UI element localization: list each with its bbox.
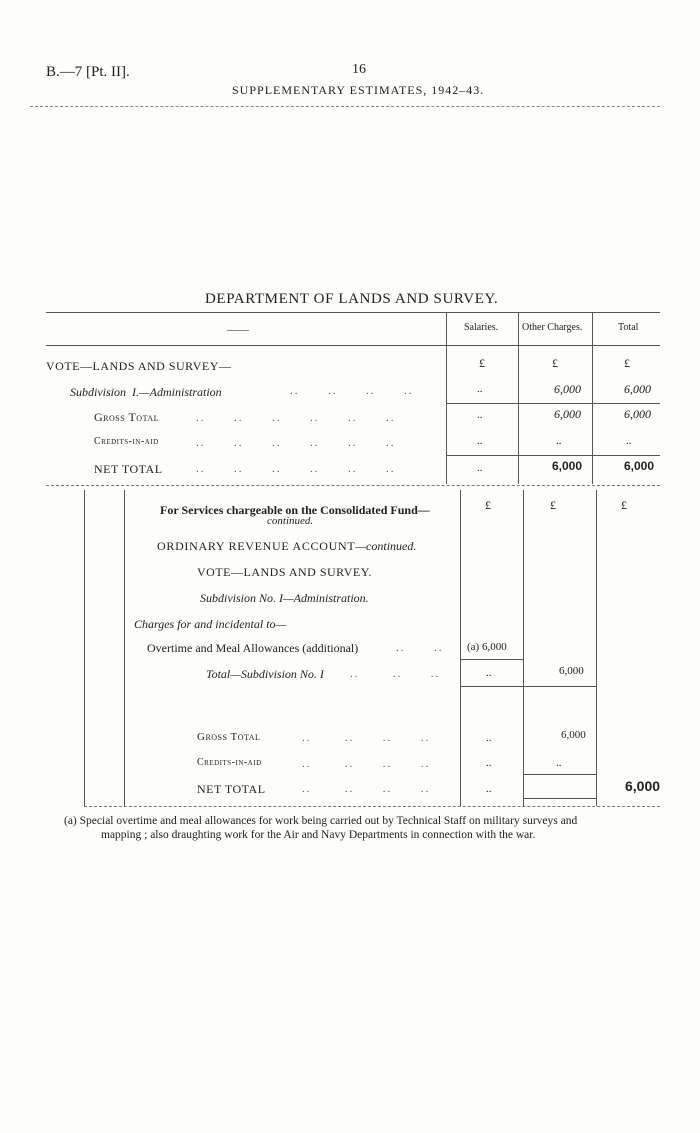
leader-dots: .. ..	[396, 642, 444, 654]
cell-value: ..	[477, 383, 483, 395]
cell-value: ..	[477, 409, 483, 421]
cell-value: 6,000	[624, 459, 655, 473]
subtotal-rule	[460, 659, 524, 660]
vote-label: VOTE—LANDS AND SURVEY—	[46, 359, 232, 373]
charges-heading: Charges for and incidental to—	[134, 617, 287, 631]
cell-value: ..	[556, 757, 562, 769]
leader-dots: .. .. .. .. .. ..	[196, 437, 396, 449]
pound-sign: £	[552, 356, 558, 370]
subtotal-rule	[523, 798, 596, 799]
gross-total-label: Gross Total	[197, 731, 261, 743]
net-total-value: 6,000	[625, 778, 661, 794]
leader-dots: .. .. .. ..	[302, 783, 431, 795]
account-name: ORDINARY REVENUE ACCOUNT	[157, 539, 356, 553]
leader-dots: .. .. .. ..	[302, 732, 431, 744]
detail-col-rule	[596, 490, 597, 806]
summary-col-rule	[518, 312, 519, 484]
leader-dots: .. .. .. .. .. ..	[196, 412, 396, 424]
column-header-blank: ——	[227, 324, 249, 336]
detail-col-rule	[523, 490, 524, 806]
summary-header-rule	[46, 345, 660, 346]
detail-col-rule	[460, 490, 461, 806]
detail-bottom-rule	[84, 806, 660, 807]
summary-bottom-rule	[46, 485, 660, 486]
page-title: SUPPLEMENTARY ESTIMATES, 1942–43.	[232, 83, 485, 97]
leader-dots: .. .. .. ..	[290, 385, 414, 397]
cell-value: ..	[486, 783, 492, 795]
subtotal-rule	[446, 455, 660, 456]
leader-dots: .. .. ..	[350, 668, 441, 680]
subdivision-heading: Subdivision No. I—Administration.	[200, 591, 369, 605]
vote-heading: VOTE—LANDS AND SURVEY.	[197, 565, 372, 579]
pound-sign: £	[624, 356, 630, 370]
cell-value: ..	[486, 732, 492, 744]
footnote-line: mapping ; also draughting work for the Air and Navy Departments in connection with the war.	[101, 829, 536, 841]
net-total-label: NET TOTAL	[94, 462, 163, 476]
header-rule	[30, 106, 660, 107]
summary-top-rule	[46, 312, 660, 313]
leader-dots: .. .. .. .. .. ..	[196, 463, 396, 475]
credits-in-aid-label: Credits-in-aid	[197, 757, 262, 768]
subdivision-name: I.—Administration	[132, 385, 222, 399]
cell-value: ..	[626, 435, 632, 447]
cell-value: ..	[486, 757, 492, 769]
credits-in-aid-label: Credits-in-aid	[94, 436, 159, 447]
column-header-other-charges: Other Charges.	[522, 322, 583, 333]
overtime-value: (a) 6,000	[467, 641, 507, 653]
account-heading	[157, 539, 416, 554]
cell-value: 6,000	[624, 382, 651, 396]
overtime-label: Overtime and Meal Allowances (additional)	[147, 641, 359, 655]
department-heading: DEPARTMENT OF LANDS AND SURVEY.	[205, 291, 499, 307]
cell-value: 6,000	[552, 459, 583, 473]
summary-col-rule	[446, 312, 447, 484]
pound-sign: £	[485, 498, 491, 512]
leader-dots: .. .. .. ..	[302, 758, 431, 770]
cell-value: ..	[486, 667, 492, 679]
cell-value: ..	[556, 435, 562, 447]
pound-sign: £	[479, 356, 485, 370]
account-continued: —continued.	[355, 539, 417, 553]
total-subdivision-label: Total—Subdivision No. I	[206, 667, 324, 681]
gross-total-label: Gross Total	[94, 410, 159, 424]
section-heading: For Services chargeable on the Consolidated Fund—	[160, 503, 430, 517]
cell-value: 6,000	[559, 665, 584, 677]
cell-value: ..	[477, 435, 483, 447]
net-total-label: NET TOTAL	[197, 782, 266, 796]
pound-sign: £	[550, 498, 556, 512]
subdivision-word: Subdivision	[70, 385, 126, 399]
cell-value: 6,000	[554, 407, 581, 421]
footnote-line: (a) Special overtime and meal allowances for work being carried out by Technical Staff on military surveys and	[64, 815, 578, 827]
detail-frame-rule	[124, 490, 125, 806]
subdivision-label	[70, 385, 222, 400]
subtotal-rule	[523, 774, 596, 775]
pound-sign: £	[621, 498, 627, 512]
cell-value: 6,000	[624, 407, 651, 421]
column-header-salaries: Salaries.	[464, 322, 499, 333]
page-number: 16	[352, 62, 366, 77]
detail-frame-rule	[84, 490, 85, 806]
subtotal-rule	[446, 403, 660, 404]
cell-value: 6,000	[554, 382, 581, 396]
cell-value: ..	[477, 462, 483, 474]
cell-value: 6,000	[561, 729, 586, 741]
summary-col-rule	[592, 312, 593, 484]
subtotal-rule	[460, 686, 596, 687]
continued-note: continued.	[267, 515, 314, 527]
column-header-total: Total	[618, 322, 639, 333]
page-ref: B.—7 [Pt. II].	[46, 64, 130, 80]
